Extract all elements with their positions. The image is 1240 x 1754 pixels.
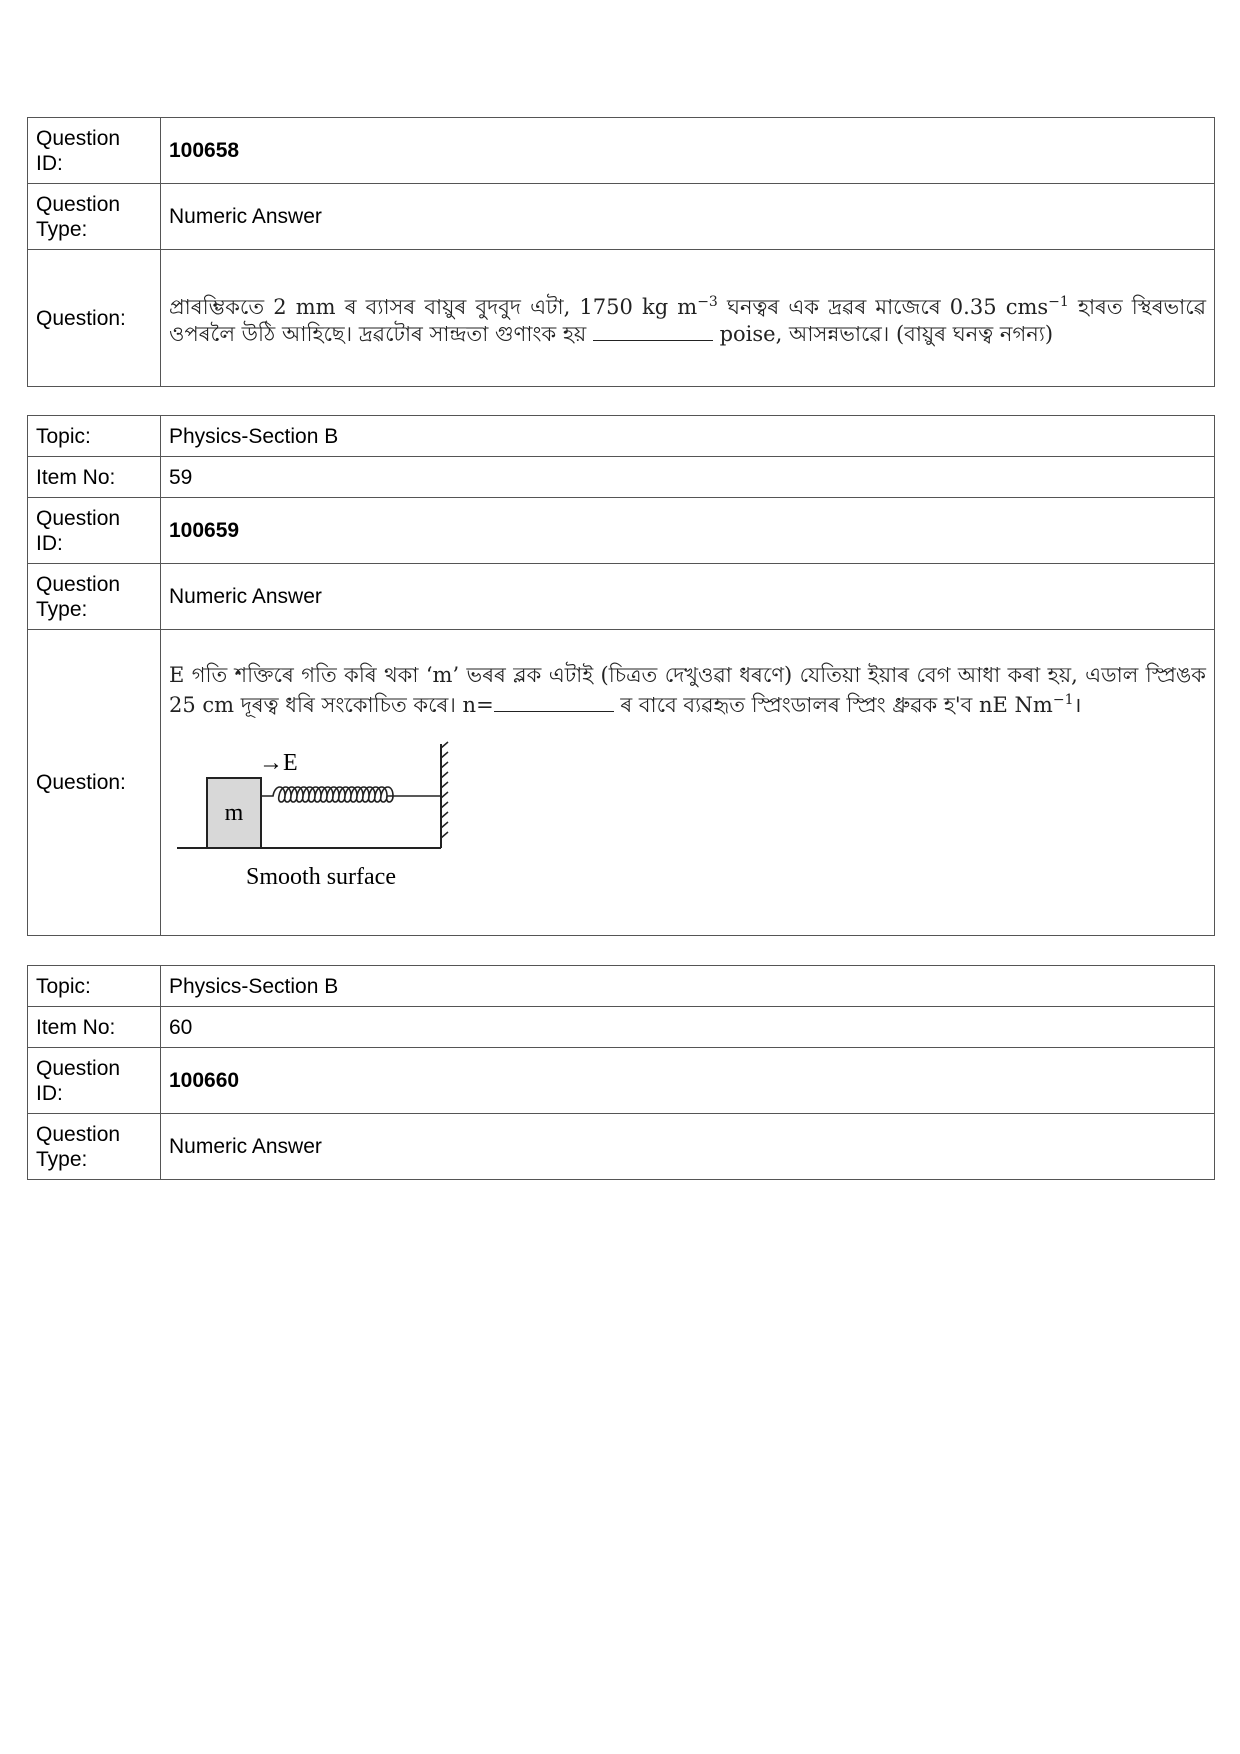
question-text-part: হাৰত স্থিৰভাৱে ওপৰলৈ উঠি আহিছে। দ্ৰৱটোৰ সান্দ্ৰতা গুণাংক হয় [169,294,1206,346]
answer-blank [593,320,713,341]
row-question-type [28,564,1215,630]
question-text [161,630,1215,936]
exponent: −1 [1052,692,1074,708]
question-type-value: Numeric Answer [161,1114,1215,1180]
question-id-value: 100659 [161,498,1215,564]
item-no-value: 59 [161,457,1215,498]
label-question-type: Question Type: [28,184,161,250]
question-table-100658 [27,117,1215,387]
spring [261,787,441,802]
spring-block-figure [171,736,1206,902]
question-paragraph [169,663,1206,718]
question-text-part: প্ৰাৰম্ভিকতে 2 mm ৰ ব্যাসৰ বায়ুৰ বুদবুদ এটা, 1750 kg m [169,294,698,319]
row-question-id [28,498,1215,564]
wall-hatching [441,742,448,838]
label-item-no: Item No: [28,457,161,498]
exponent: −1 [1048,293,1069,310]
row-topic [28,966,1215,1007]
question-id-value: 100660 [161,1048,1215,1114]
question-text-part: । [1073,693,1082,717]
label-topic: Topic: [28,416,161,457]
label-question: Question: [28,250,161,387]
figure-caption: Smooth surface [246,864,396,890]
topic-value: Physics-Section B [161,416,1215,457]
row-question-type [28,1114,1215,1180]
question-text-part: poise, আসন্নভাৱে। (বায়ুৰ ঘনত্ব নগন্য) [712,321,1054,346]
row-question-id [28,118,1215,184]
exponent: −3 [697,293,718,310]
row-item-no [28,457,1215,498]
question-table-100660 [27,965,1215,1180]
block-label: m [224,800,244,826]
label-question-id: Question ID: [28,1048,161,1114]
spring-diagram [171,736,471,896]
answer-blank [494,691,614,712]
question-text-part: ৰ বাবে ব্যৱহৃত স্প্ৰিংডালৰ স্প্ৰিং ধ্ৰুৱক হ'ব nE Nm [613,693,1053,717]
row-question [28,250,1215,387]
topic-value: Physics-Section B [161,966,1215,1007]
row-topic [28,416,1215,457]
item-no-value: 60 [161,1007,1215,1048]
row-question-type [28,184,1215,250]
question-id-value: 100658 [161,118,1215,184]
velocity-arrow-label: →E [259,750,298,776]
label-question: Question: [28,630,161,936]
row-question-id [28,1048,1215,1114]
label-topic: Topic: [28,966,161,1007]
row-question [28,630,1215,936]
label-question-type: Question Type: [28,1114,161,1180]
question-table-100659 [27,415,1215,936]
label-question-id: Question ID: [28,118,161,184]
question-text-part: E গতি শক্তিৰে গতি কৰি থকা ‘m’ ভৰৰ ব্লক এটাই (চিত্ৰত দেখুওৱা ধৰণে) যেতিয়া ইয়াৰ বেগ আধা কৰা হয়, এডাল স্প্ৰিঙক 25 cm দূৰত্ব ধৰি সংকোচিত কৰে। n= [169,663,1206,717]
question-text-part: ঘনত্বৰ এক দ্ৰৱৰ মাজেৰে 0.35 cms [717,294,1049,319]
question-type-value: Numeric Answer [161,564,1215,630]
label-question-type: Question Type: [28,564,161,630]
label-item-no: Item No: [28,1007,161,1048]
label-question-id: Question ID: [28,498,161,564]
row-item-no [28,1007,1215,1048]
question-text [161,250,1215,387]
question-type-value: Numeric Answer [161,184,1215,250]
